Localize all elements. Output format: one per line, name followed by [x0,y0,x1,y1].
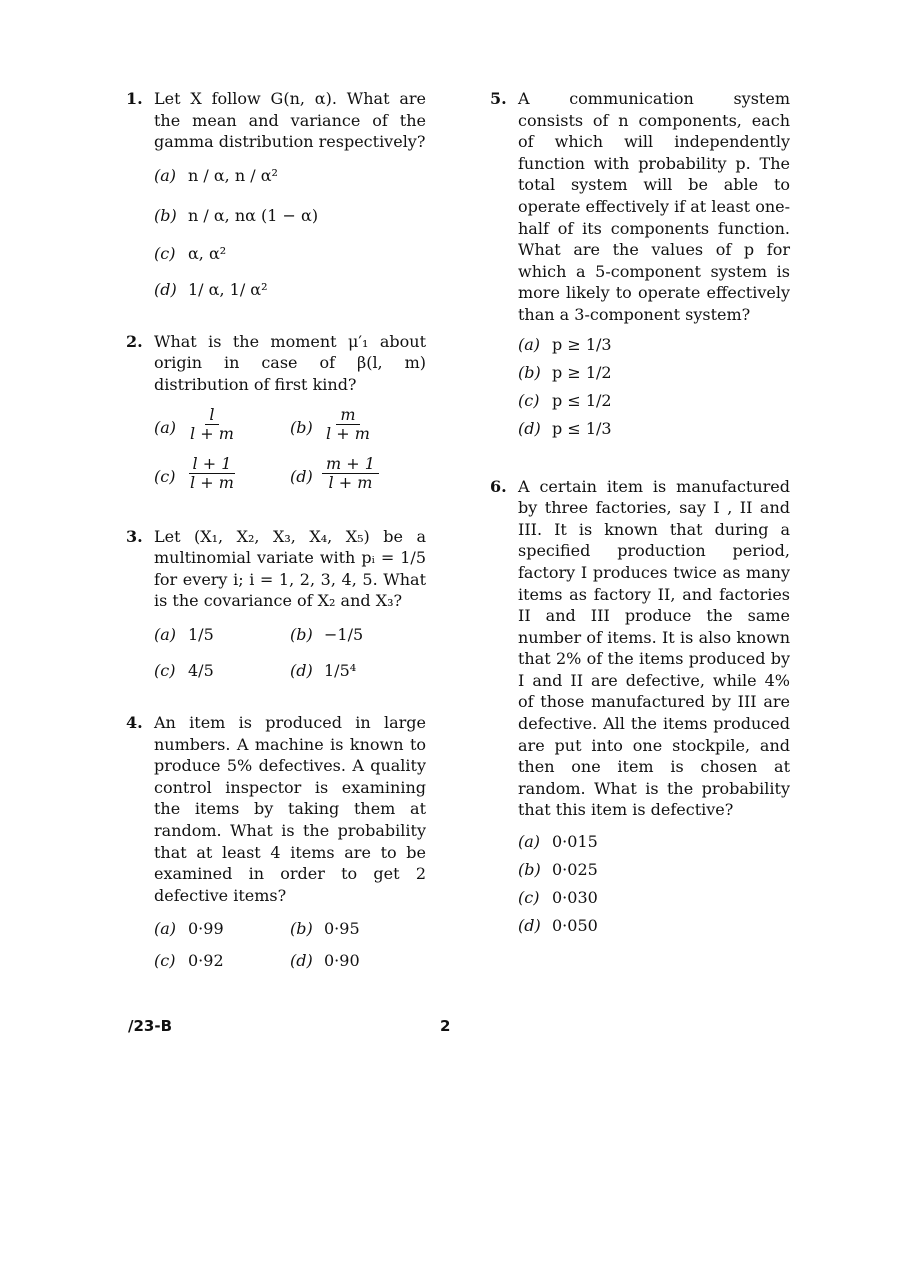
option-row [154,660,426,682]
option-b: (b) 0·025 [518,860,598,880]
question-number: 3. [126,526,143,546]
question-1 [126,88,426,301]
question-number: 5. [490,89,507,108]
left-column [126,88,426,972]
option-b: (b) 0·95 [290,919,360,939]
option-row [154,950,426,972]
option-c: (c) α, α² [154,243,227,263]
option-d: (d) 0·050 [518,916,598,936]
question-2 [126,331,426,492]
question-5 [490,88,790,440]
question-stem: Let X follow G(n, α). What are the mean and variance of the gamma distribution respectively? [154,89,426,152]
question-stem: What is the moment μ′₁ about origin in case of β(l, m) distribution of first kind? [154,331,426,394]
option-d: (d) 0·90 [290,951,360,971]
option-b: (b) p ≥ 1/2 [518,362,612,382]
option-a: (a) 0·99 [154,919,224,939]
option-d: (d) 1/5⁴ [290,660,357,680]
option-b: (b) −1/5 [290,624,364,644]
booklet-code: /23-B [128,1017,173,1035]
question-3 [126,526,426,682]
option-c: (c) p ≤ 1/2 [518,390,612,410]
option-a: (a) 1/5 [154,624,214,644]
option-d: (d) p ≤ 1/3 [518,418,612,438]
option-b: (b) n / α, nα (1 − α) [154,205,319,225]
question-number: 4. [126,712,143,732]
option-d: (d) $\frac{m + 1}{l + m}$ [290,455,426,492]
option-c: (c) 0·92 [154,951,224,971]
question-stem: A communication system consists of n components, each of which will independently function with probability p. The total system will be able to operate effectively if at least one-half of its components function. What are the values of p for which a 5-component system is more likely to operate effectively than a 3-component system? [518,89,790,324]
question-stem: A certain item is manufactured by three factories, say I , II and III. It is known that during a specified production period, factory I produces twice as many items as factory II, and factories II and III produce the same number of items. It is also known that 2% of the items produced by I and II are defective, while 4% of those manufactured by III are defective. All the items produced are put into one stockpile, and then one item is chosen at random. What is the probability that this item is defective? [518,476,790,820]
option-c: (c) 0·030 [518,888,598,908]
question-stem: Let (X₁, X₂, X₃, X₄, X₅) be a multinomial variate with pᵢ = 1/5 for every i; i = 1, 2, 3, 4, 5. What is the covariance of X₂ and X₃? [154,526,426,611]
option-a: (a) $\frac{l}{l + m}$ [154,404,234,443]
option-a: (a) 0·015 [518,832,598,852]
question-number: 1. [126,89,143,108]
question-stem: An item is produced in large numbers. A machine is known to produce 5% defectives. A quality control inspector is examining the items by taking them at random. What is the probability that at least 4 items are to be examined in order to get 2 defective items? [154,712,426,905]
question-6 [490,476,790,938]
option-row [154,624,426,646]
option-c: (c) $\frac{l + 1}{l + m}$ [154,453,234,492]
question-number: 2. [126,331,143,351]
page-number: 2 [440,1017,451,1035]
option-row [154,406,426,443]
question-number: 6. [490,476,507,496]
option-a: (a) p ≥ 1/3 [518,334,612,354]
right-column [490,88,790,937]
option-b: (b) $\frac{m}{l + m}$ [290,404,370,443]
option-a: (a) n / α, n / α² [154,165,278,185]
option-c: (c) 4/5 [154,660,214,680]
option-row [154,455,426,492]
option-d: (d) 1/ α, 1/ α² [154,279,268,299]
question-4 [126,712,426,972]
option-row [154,918,426,940]
